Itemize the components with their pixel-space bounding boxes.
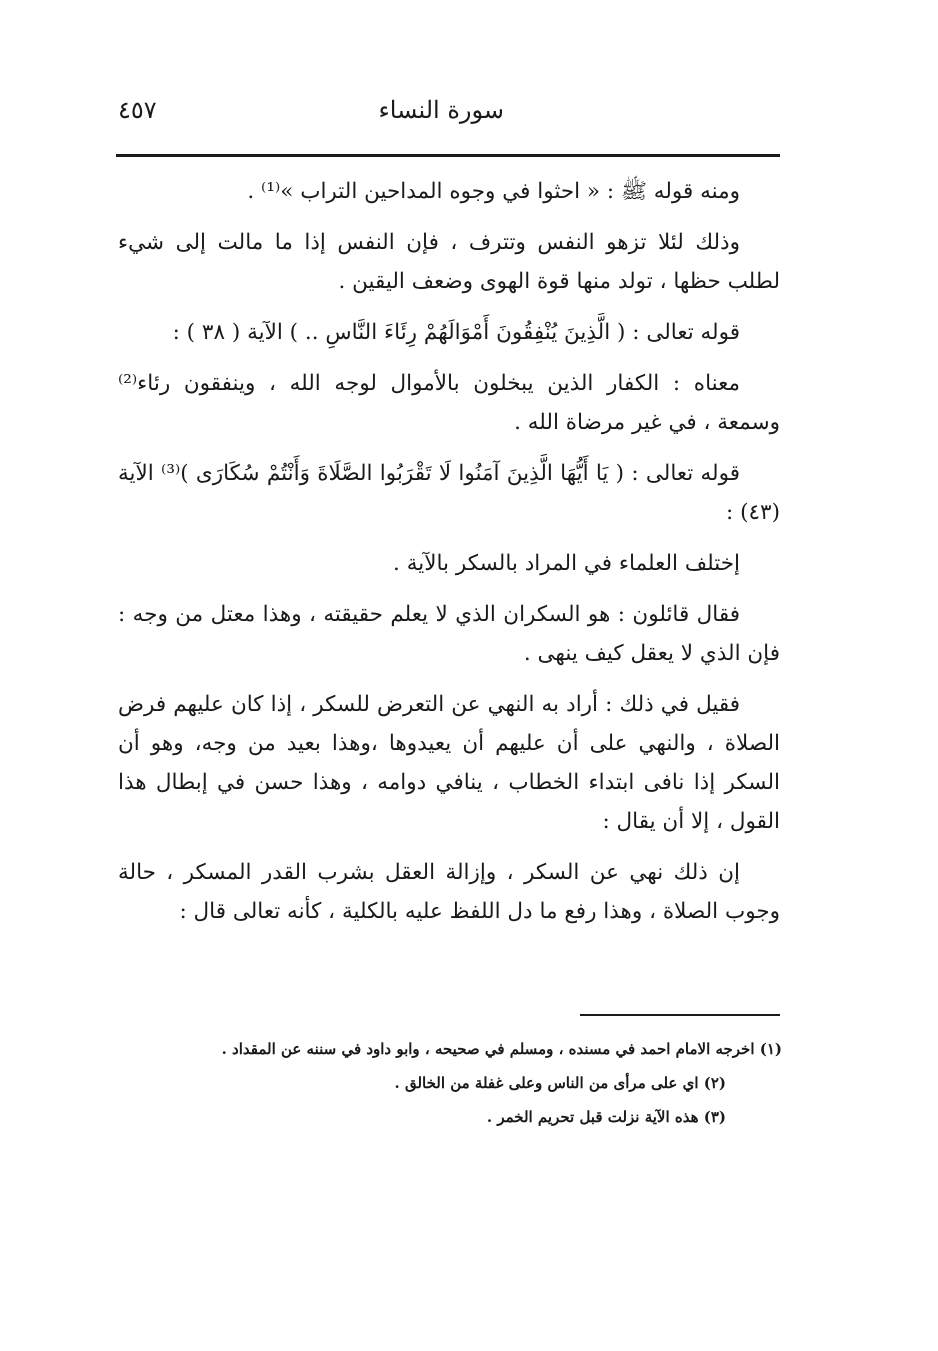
paragraph-meaning: معناه : الكفار الذين يبخلون بالأموال لوجه الله ، وينفقون رئاء⁽²⁾ وسمعة ، في غير مرضاة الله . (118, 371, 780, 435)
paragraph-verse-38: قوله تعالى : ( الَّذِينَ يُنْفِقُونَ أَمْوَالَهُمْ رِئَاءَ النَّاسِ .. ) الآية ( ٣٨ ) : (172, 320, 740, 345)
paragraph-explanation: وذلك لئلا تزهو النفس وتترف ، فإن النفس إذا ما مالت إلى شيء لطلب حظها ، تولد منها قوة الهوى وضعف اليقين . (118, 230, 780, 294)
footnote-rule (580, 1014, 780, 1016)
page-number: ٤٥٧ (118, 96, 157, 124)
footnote-1: (١) اخرجه الامام احمد في مسنده ، ومسلم في صحيحه ، وابو داود في سننه عن المقداد . (221, 1040, 782, 1058)
paragraph-hadith: ومنه قوله ﷺ : « احثوا في وجوه المداحين التراب »⁽¹⁾ . (247, 179, 740, 204)
paragraph-second-view: فقيل في ذلك : أراد به النهي عن التعرض للسكر ، إذا كان عليهم فرض الصلاة ، والنهي على أن عليهم أن يعيدوها ،وهذا بعيد من وجه، وهو أن السكر إذا نافى ابتداء الخطاب ، ينافي دوامه ، وهذا حسن في إبطال هذا القول ، إلا أن يقال : (118, 692, 780, 834)
header-rule (116, 154, 780, 157)
footnotes (116, 1034, 782, 1136)
paragraph-first-view: فقال قائلون : هو السكران الذي لا يعلم حقيقته ، وهذا معتل من وجه : فإن الذي لا يعقل كيف ينهى . (118, 602, 780, 666)
page-header (118, 96, 780, 140)
paragraph-scholars: إختلف العلماء في المراد بالسكر بالآية . (393, 551, 740, 576)
footnote-3: (٣) هذه الآية نزلت قبل تحريم الخمر . (486, 1108, 726, 1126)
footnote-2: (٢) اي على مرأى من الناس وعلى غفلة من الخالق . (394, 1074, 726, 1092)
paragraph-verse-43: قوله تعالى : ( يَا أَيُّهَا الَّذِينَ آمَنُوا لَا تَقْرَبُوا الصَّلَاةَ وَأَنْتُمْ سُكَارَى )⁽³⁾ الآية (٤٣) : (118, 461, 780, 525)
main-text (118, 172, 780, 943)
paragraph-conclusion: إن ذلك نهي عن السكر ، وإزالة العقل بشرب القدر المسكر ، حالة وجوب الصلاة ، وهذا رفع ما دل اللفظ عليه بالكلية ، كأنه تعالى قال : (118, 860, 780, 924)
surah-title: سورة النساء (378, 96, 504, 124)
